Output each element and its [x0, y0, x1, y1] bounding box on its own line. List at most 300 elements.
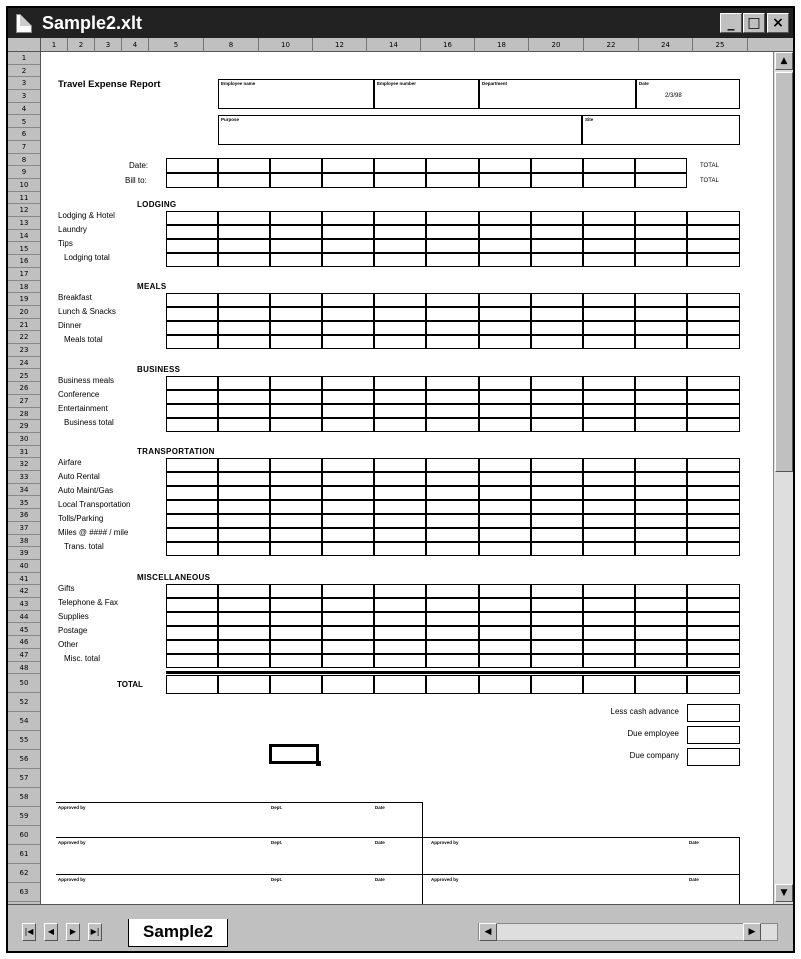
section-total-cell[interactable]: [426, 418, 479, 432]
row-header[interactable]: 8: [8, 154, 40, 167]
expense-cell[interactable]: [218, 626, 270, 640]
expense-cell[interactable]: [218, 640, 270, 654]
row-header[interactable]: 37: [8, 522, 40, 535]
expense-cell[interactable]: [635, 225, 687, 239]
grand-total-cell[interactable]: [270, 675, 322, 694]
expense-cell[interactable]: [635, 321, 687, 335]
section-total-cell[interactable]: [166, 654, 218, 668]
row-header[interactable]: 43: [8, 598, 40, 611]
date-cell[interactable]: [322, 158, 374, 173]
section-total-cell[interactable]: [635, 253, 687, 267]
row-header[interactable]: 41: [8, 573, 40, 586]
expense-cell[interactable]: [270, 626, 322, 640]
row-header[interactable]: 20: [8, 306, 40, 319]
summary-cell[interactable]: [687, 748, 740, 766]
prev-sheet-icon[interactable]: ◀: [44, 923, 58, 941]
expense-cell[interactable]: [166, 390, 218, 404]
expense-cell[interactable]: [322, 528, 374, 542]
row-header[interactable]: 63: [8, 883, 40, 902]
expense-cell[interactable]: [583, 307, 635, 321]
expense-cell[interactable]: [583, 528, 635, 542]
row-header[interactable]: 5: [8, 116, 40, 129]
section-total-cell[interactable]: [374, 335, 426, 349]
row-header[interactable]: 56: [8, 750, 40, 769]
grand-total-cell[interactable]: [531, 675, 583, 694]
expense-cell[interactable]: [374, 514, 426, 528]
expense-cell[interactable]: [687, 293, 740, 307]
expense-cell[interactable]: [583, 458, 635, 472]
bill-to-cell[interactable]: [218, 173, 270, 188]
expense-cell[interactable]: [531, 225, 583, 239]
expense-cell[interactable]: [635, 239, 687, 253]
row-header[interactable]: 50: [8, 674, 40, 693]
expense-cell[interactable]: [583, 239, 635, 253]
expense-cell[interactable]: [374, 626, 426, 640]
scroll-thumb[interactable]: [775, 72, 793, 472]
expense-cell[interactable]: [374, 225, 426, 239]
row-header[interactable]: 21: [8, 319, 40, 332]
row-header[interactable]: 3: [8, 90, 40, 103]
section-total-cell[interactable]: [531, 335, 583, 349]
section-total-cell[interactable]: [218, 418, 270, 432]
expense-cell[interactable]: [218, 528, 270, 542]
section-total-cell[interactable]: [426, 654, 479, 668]
expense-cell[interactable]: [479, 486, 531, 500]
section-total-cell[interactable]: [374, 654, 426, 668]
grand-total-cell[interactable]: [479, 675, 531, 694]
signature-box-4[interactable]: [56, 874, 423, 904]
expense-cell[interactable]: [635, 514, 687, 528]
expense-cell[interactable]: [687, 584, 740, 598]
expense-cell[interactable]: [583, 472, 635, 486]
last-sheet-icon[interactable]: ▶|: [88, 923, 102, 941]
expense-cell[interactable]: [687, 514, 740, 528]
expense-cell[interactable]: [426, 472, 479, 486]
expense-cell[interactable]: [166, 640, 218, 654]
grand-total-cell[interactable]: [583, 675, 635, 694]
section-total-cell[interactable]: [687, 542, 740, 556]
expense-cell[interactable]: [218, 584, 270, 598]
section-total-cell[interactable]: [270, 253, 322, 267]
row-header[interactable]: 46: [8, 636, 40, 649]
column-header[interactable]: 24: [639, 38, 693, 52]
expense-cell[interactable]: [687, 390, 740, 404]
expense-cell[interactable]: [583, 321, 635, 335]
expense-cell[interactable]: [166, 500, 218, 514]
row-header[interactable]: 25: [8, 370, 40, 383]
row-header[interactable]: 62: [8, 864, 40, 883]
section-total-cell[interactable]: [531, 253, 583, 267]
section-total-cell[interactable]: [479, 418, 531, 432]
expense-cell[interactable]: [635, 307, 687, 321]
expense-cell[interactable]: [635, 390, 687, 404]
expense-cell[interactable]: [270, 584, 322, 598]
row-header[interactable]: 24: [8, 357, 40, 370]
expense-cell[interactable]: [270, 307, 322, 321]
row-header[interactable]: 54: [8, 712, 40, 731]
active-cell[interactable]: [269, 744, 319, 764]
expense-cell[interactable]: [583, 514, 635, 528]
expense-cell[interactable]: [322, 584, 374, 598]
first-sheet-icon[interactable]: |◀: [22, 923, 36, 941]
grand-total-cell[interactable]: [218, 675, 270, 694]
expense-cell[interactable]: [687, 598, 740, 612]
row-header[interactable]: 16: [8, 255, 40, 268]
column-header[interactable]: 5: [149, 38, 204, 52]
expense-cell[interactable]: [531, 640, 583, 654]
expense-cell[interactable]: [166, 598, 218, 612]
row-header[interactable]: 11: [8, 192, 40, 205]
section-total-cell[interactable]: [374, 418, 426, 432]
expense-cell[interactable]: [531, 293, 583, 307]
date-cell[interactable]: [635, 158, 687, 173]
expense-cell[interactable]: [374, 404, 426, 418]
grand-total-cell[interactable]: [374, 675, 426, 694]
row-header[interactable]: 4: [8, 103, 40, 116]
section-total-cell[interactable]: [583, 654, 635, 668]
expense-cell[interactable]: [479, 239, 531, 253]
horizontal-scrollbar[interactable]: [478, 923, 778, 941]
section-total-cell[interactable]: [583, 335, 635, 349]
expense-cell[interactable]: [322, 239, 374, 253]
section-total-cell[interactable]: [635, 335, 687, 349]
section-total-cell[interactable]: [322, 253, 374, 267]
section-total-cell[interactable]: [583, 542, 635, 556]
section-total-cell[interactable]: [426, 253, 479, 267]
section-total-cell[interactable]: [635, 542, 687, 556]
section-total-cell[interactable]: [635, 418, 687, 432]
date-cell[interactable]: [426, 158, 479, 173]
row-header[interactable]: 1: [8, 52, 40, 65]
expense-cell[interactable]: [374, 640, 426, 654]
row-header[interactable]: 57: [8, 769, 40, 788]
row-header[interactable]: 35: [8, 497, 40, 510]
expense-cell[interactable]: [635, 500, 687, 514]
title-bar[interactable]: [8, 8, 793, 38]
expense-cell[interactable]: [270, 211, 322, 225]
expense-cell[interactable]: [270, 321, 322, 335]
expense-cell[interactable]: [426, 626, 479, 640]
expense-cell[interactable]: [531, 458, 583, 472]
expense-cell[interactable]: [270, 390, 322, 404]
expense-cell[interactable]: [166, 612, 218, 626]
expense-cell[interactable]: [218, 500, 270, 514]
expense-cell[interactable]: [218, 598, 270, 612]
expense-cell[interactable]: [270, 458, 322, 472]
expense-cell[interactable]: [374, 486, 426, 500]
section-total-cell[interactable]: [166, 418, 218, 432]
row-header[interactable]: 48: [8, 662, 40, 675]
expense-cell[interactable]: [270, 528, 322, 542]
expense-cell[interactable]: [531, 584, 583, 598]
expense-cell[interactable]: [270, 598, 322, 612]
section-total-cell[interactable]: [166, 335, 218, 349]
section-total-cell[interactable]: [218, 654, 270, 668]
section-total-cell[interactable]: [583, 253, 635, 267]
section-total-cell[interactable]: [322, 542, 374, 556]
signature-box-2[interactable]: [56, 837, 423, 875]
expense-cell[interactable]: [374, 211, 426, 225]
expense-cell[interactable]: [687, 225, 740, 239]
grand-total-cell[interactable]: [687, 675, 740, 694]
column-header[interactable]: 25: [693, 38, 748, 52]
expense-cell[interactable]: [635, 472, 687, 486]
department-field[interactable]: [479, 79, 636, 109]
expense-cell[interactable]: [687, 404, 740, 418]
expense-cell[interactable]: [426, 293, 479, 307]
section-total-cell[interactable]: [218, 335, 270, 349]
expense-cell[interactable]: [374, 528, 426, 542]
section-total-cell[interactable]: [166, 253, 218, 267]
expense-cell[interactable]: [687, 458, 740, 472]
expense-cell[interactable]: [479, 458, 531, 472]
expense-cell[interactable]: [426, 612, 479, 626]
expense-cell[interactable]: [218, 486, 270, 500]
expense-cell[interactable]: [426, 307, 479, 321]
expense-cell[interactable]: [531, 376, 583, 390]
expense-cell[interactable]: [322, 307, 374, 321]
bill-to-cell[interactable]: [322, 173, 374, 188]
section-total-cell[interactable]: [531, 654, 583, 668]
expense-cell[interactable]: [583, 225, 635, 239]
expense-cell[interactable]: [166, 211, 218, 225]
expense-cell[interactable]: [218, 321, 270, 335]
row-header[interactable]: 27: [8, 395, 40, 408]
expense-cell[interactable]: [687, 640, 740, 654]
date-cell[interactable]: [270, 158, 322, 173]
expense-cell[interactable]: [322, 612, 374, 626]
section-total-cell[interactable]: [270, 418, 322, 432]
sheet-tab-sample2[interactable]: Sample2: [128, 919, 228, 947]
section-total-cell[interactable]: [687, 253, 740, 267]
section-total-cell[interactable]: [687, 335, 740, 349]
expense-cell[interactable]: [322, 500, 374, 514]
expense-cell[interactable]: [322, 376, 374, 390]
expense-cell[interactable]: [479, 225, 531, 239]
expense-cell[interactable]: [479, 584, 531, 598]
bill-to-cell[interactable]: [426, 173, 479, 188]
expense-cell[interactable]: [426, 390, 479, 404]
expense-cell[interactable]: [583, 211, 635, 225]
expense-cell[interactable]: [374, 584, 426, 598]
expense-cell[interactable]: [479, 612, 531, 626]
expense-cell[interactable]: [479, 640, 531, 654]
close-button[interactable]: ×: [767, 13, 789, 33]
section-total-cell[interactable]: [479, 654, 531, 668]
row-header[interactable]: 39: [8, 547, 40, 560]
expense-cell[interactable]: [426, 211, 479, 225]
bill-to-cell[interactable]: [531, 173, 583, 188]
expense-cell[interactable]: [270, 640, 322, 654]
expense-cell[interactable]: [374, 293, 426, 307]
expense-cell[interactable]: [374, 472, 426, 486]
section-total-cell[interactable]: [479, 335, 531, 349]
expense-cell[interactable]: [426, 598, 479, 612]
expense-cell[interactable]: [426, 584, 479, 598]
row-header[interactable]: 47: [8, 649, 40, 662]
bill-to-cell[interactable]: [479, 173, 531, 188]
row-header[interactable]: 17: [8, 268, 40, 281]
expense-cell[interactable]: [426, 239, 479, 253]
expense-cell[interactable]: [531, 528, 583, 542]
vertical-scrollbar[interactable]: [773, 52, 793, 904]
expense-cell[interactable]: [583, 376, 635, 390]
expense-cell[interactable]: [687, 321, 740, 335]
row-header[interactable]: 7: [8, 141, 40, 154]
row-header[interactable]: 15: [8, 243, 40, 256]
expense-cell[interactable]: [322, 598, 374, 612]
expense-cell[interactable]: [426, 514, 479, 528]
expense-cell[interactable]: [270, 404, 322, 418]
expense-cell[interactable]: [322, 640, 374, 654]
summary-cell[interactable]: [687, 726, 740, 744]
expense-cell[interactable]: [218, 307, 270, 321]
row-header[interactable]: 60: [8, 826, 40, 845]
row-header[interactable]: 2: [8, 65, 40, 78]
section-total-cell[interactable]: [479, 253, 531, 267]
expense-cell[interactable]: [322, 211, 374, 225]
row-header[interactable]: 33: [8, 471, 40, 484]
expense-cell[interactable]: [218, 239, 270, 253]
expense-cell[interactable]: [374, 458, 426, 472]
expense-cell[interactable]: [218, 612, 270, 626]
expense-cell[interactable]: [479, 514, 531, 528]
expense-cell[interactable]: [531, 612, 583, 626]
section-total-cell[interactable]: [166, 542, 218, 556]
expense-cell[interactable]: [583, 612, 635, 626]
row-header[interactable]: 44: [8, 611, 40, 624]
row-header[interactable]: 9: [8, 166, 40, 179]
expense-cell[interactable]: [166, 514, 218, 528]
expense-cell[interactable]: [583, 404, 635, 418]
row-header[interactable]: 14: [8, 230, 40, 243]
expense-cell[interactable]: [218, 514, 270, 528]
scroll-down-icon[interactable]: ▼: [775, 884, 793, 902]
column-header[interactable]: 10: [259, 38, 313, 52]
expense-cell[interactable]: [270, 472, 322, 486]
expense-cell[interactable]: [531, 321, 583, 335]
expense-cell[interactable]: [322, 404, 374, 418]
expense-cell[interactable]: [479, 528, 531, 542]
expense-cell[interactable]: [635, 640, 687, 654]
row-header[interactable]: 61: [8, 845, 40, 864]
expense-cell[interactable]: [374, 307, 426, 321]
expense-cell[interactable]: [635, 626, 687, 640]
expense-cell[interactable]: [270, 500, 322, 514]
row-header[interactable]: 31: [8, 446, 40, 459]
column-header[interactable]: 1: [41, 38, 68, 52]
column-header[interactable]: 22: [584, 38, 639, 52]
expense-cell[interactable]: [322, 472, 374, 486]
scroll-up-icon[interactable]: ▲: [775, 52, 793, 70]
date-cell[interactable]: [583, 158, 635, 173]
expense-cell[interactable]: [374, 239, 426, 253]
grand-total-cell[interactable]: [322, 675, 374, 694]
expense-cell[interactable]: [270, 514, 322, 528]
expense-cell[interactable]: [426, 321, 479, 335]
row-header[interactable]: 12: [8, 204, 40, 217]
row-header[interactable]: 13: [8, 217, 40, 230]
column-header[interactable]: 12: [313, 38, 367, 52]
row-header[interactable]: 10: [8, 179, 40, 192]
expense-cell[interactable]: [166, 404, 218, 418]
row-header[interactable]: 58: [8, 788, 40, 807]
expense-cell[interactable]: [322, 486, 374, 500]
expense-cell[interactable]: [166, 239, 218, 253]
expense-cell[interactable]: [218, 458, 270, 472]
expense-cell[interactable]: [270, 376, 322, 390]
expense-cell[interactable]: [531, 404, 583, 418]
column-header[interactable]: 20: [529, 38, 584, 52]
section-total-cell[interactable]: [687, 418, 740, 432]
expense-cell[interactable]: [635, 376, 687, 390]
column-header[interactable]: 8: [204, 38, 259, 52]
expense-cell[interactable]: [635, 598, 687, 612]
expense-cell[interactable]: [583, 293, 635, 307]
date-cell[interactable]: [479, 158, 531, 173]
expense-cell[interactable]: [687, 376, 740, 390]
expense-cell[interactable]: [218, 225, 270, 239]
expense-cell[interactable]: [166, 225, 218, 239]
expense-cell[interactable]: [426, 404, 479, 418]
row-header[interactable]: 28: [8, 408, 40, 421]
row-header[interactable]: 55: [8, 731, 40, 750]
expense-cell[interactable]: [322, 626, 374, 640]
expense-cell[interactable]: [479, 321, 531, 335]
section-total-cell[interactable]: [322, 418, 374, 432]
row-header[interactable]: 23: [8, 344, 40, 357]
row-header[interactable]: 42: [8, 585, 40, 598]
expense-cell[interactable]: [322, 514, 374, 528]
expense-cell[interactable]: [479, 500, 531, 514]
expense-cell[interactable]: [583, 626, 635, 640]
expense-cell[interactable]: [270, 612, 322, 626]
site-field[interactable]: [582, 115, 740, 145]
row-header[interactable]: 18: [8, 281, 40, 294]
expense-cell[interactable]: [166, 626, 218, 640]
expense-cell[interactable]: [687, 486, 740, 500]
section-total-cell[interactable]: [531, 418, 583, 432]
row-header[interactable]: 52: [8, 693, 40, 712]
expense-cell[interactable]: [218, 293, 270, 307]
expense-cell[interactable]: [426, 500, 479, 514]
expense-cell[interactable]: [166, 528, 218, 542]
row-header[interactable]: 3: [8, 77, 40, 90]
expense-cell[interactable]: [426, 376, 479, 390]
section-total-cell[interactable]: [531, 542, 583, 556]
expense-cell[interactable]: [479, 211, 531, 225]
expense-cell[interactable]: [635, 528, 687, 542]
expense-cell[interactable]: [531, 500, 583, 514]
expense-cell[interactable]: [270, 239, 322, 253]
maximize-button[interactable]: □: [743, 13, 765, 33]
expense-cell[interactable]: [218, 404, 270, 418]
expense-cell[interactable]: [635, 584, 687, 598]
expense-cell[interactable]: [166, 307, 218, 321]
expense-cell[interactable]: [687, 500, 740, 514]
expense-cell[interactable]: [166, 293, 218, 307]
expense-cell[interactable]: [479, 390, 531, 404]
row-header[interactable]: 34: [8, 484, 40, 497]
expense-cell[interactable]: [531, 486, 583, 500]
expense-cell[interactable]: [426, 640, 479, 654]
expense-cell[interactable]: [374, 390, 426, 404]
date-cell[interactable]: [166, 158, 218, 173]
row-header[interactable]: 19: [8, 293, 40, 306]
summary-cell[interactable]: [687, 704, 740, 722]
scroll-right-icon[interactable]: ▶: [743, 923, 761, 941]
date-cell[interactable]: [374, 158, 426, 173]
